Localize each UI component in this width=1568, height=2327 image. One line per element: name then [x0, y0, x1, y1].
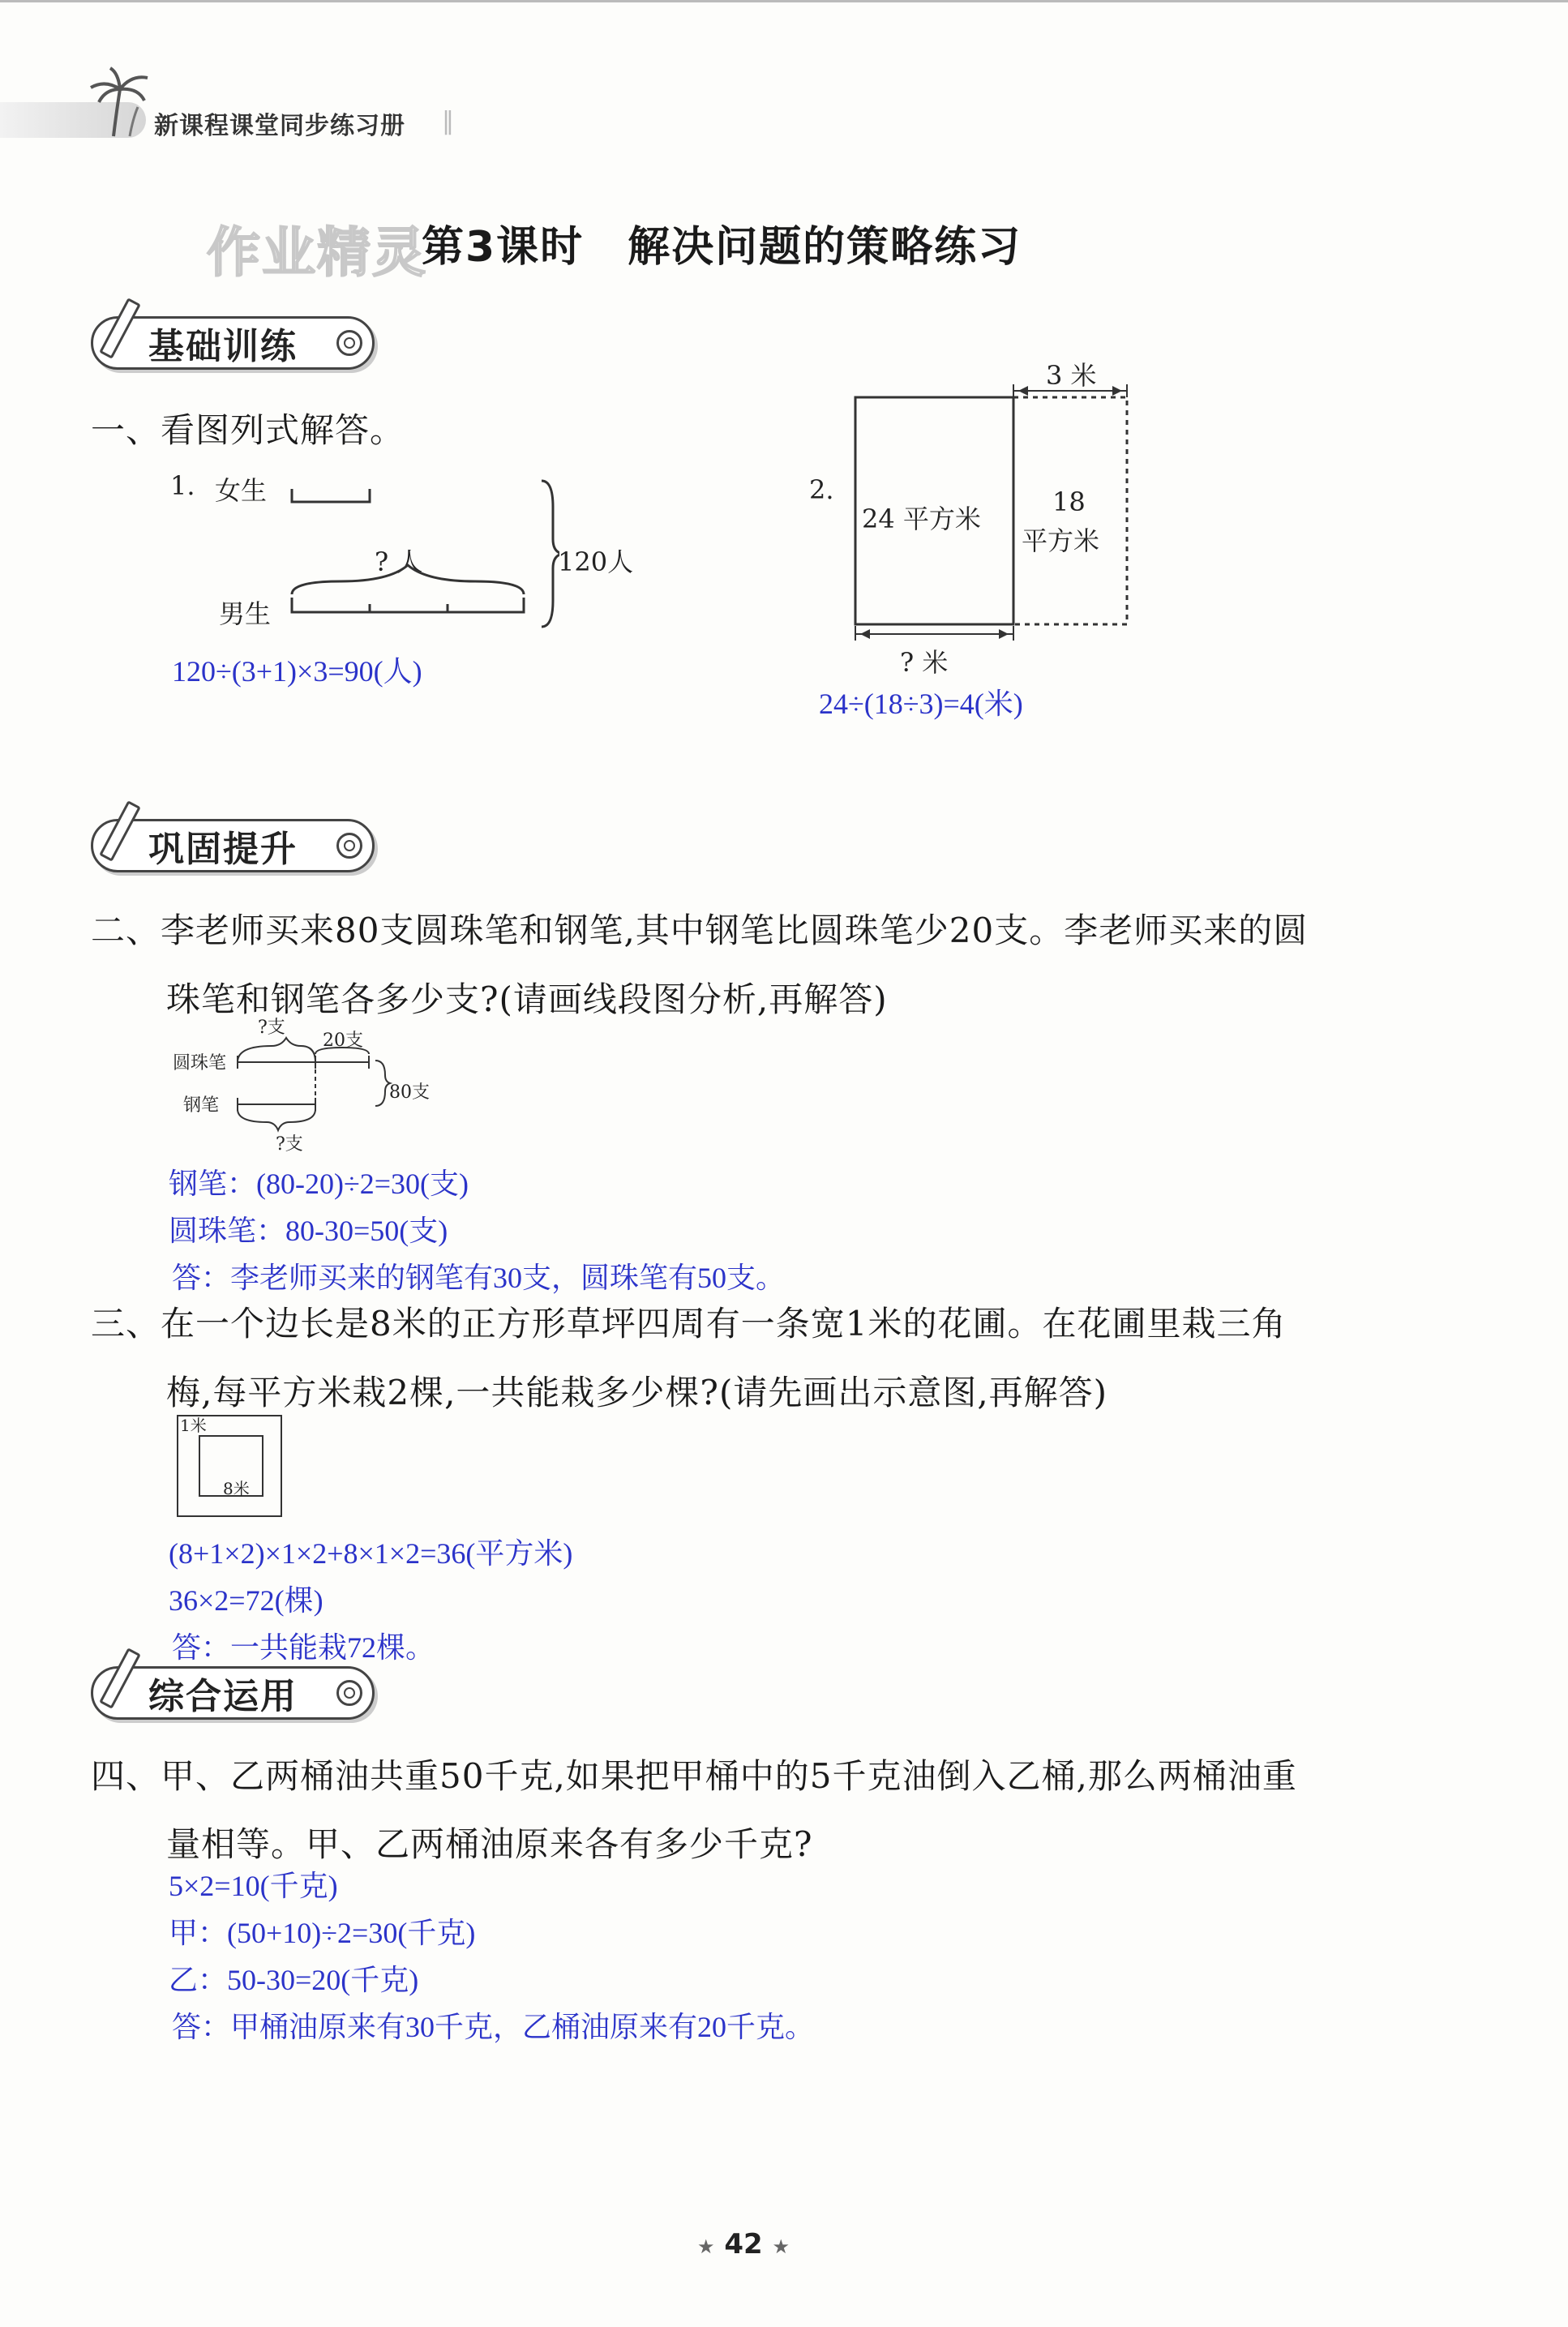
q3-answer-1: (8+1×2)×1×2+8×1×2=36(平方米)	[169, 1537, 573, 1570]
pencil-icon	[99, 1648, 141, 1709]
section-basic-label: 基础训练	[148, 326, 298, 367]
q2-ballpen-label: 圆珠笔	[173, 1053, 227, 1074]
p1-answer: 120÷(3+1)×3=90(人)	[172, 655, 422, 688]
section-tag-improve	[91, 819, 375, 872]
q2-answer-1: 钢笔：(80-20)÷2=30(支)	[169, 1168, 469, 1200]
q2-top-unknown: ?支	[258, 1018, 285, 1038]
page-number: 42	[724, 2228, 763, 2261]
lesson-title: 第3课时 解决问题的策略练习	[422, 223, 1022, 272]
ring-icon	[336, 1680, 362, 1706]
q2-answer-3: 答：李老师买来的钢笔有30支，圆珠笔有50支。	[172, 1262, 786, 1294]
q2-diff-label: 20支	[323, 1031, 363, 1051]
star-icon: ★	[697, 2235, 715, 2258]
pencil-icon	[99, 800, 141, 862]
ring-icon	[336, 833, 362, 859]
q2-pen-label: 钢笔	[183, 1095, 220, 1116]
p1-line-diagram	[284, 474, 559, 636]
q3-answer-3: 答：一共能栽72棵。	[172, 1631, 435, 1664]
q1-heading: 一、看图列式解答。	[91, 410, 405, 450]
section-tag-basic	[91, 316, 375, 370]
q2-line2: 珠笔和钢笔各多少支?(请画线段图分析,再解答)	[166, 979, 888, 1019]
p2-width-right: 3 米	[1046, 360, 1097, 391]
p1-number: 1.	[170, 470, 195, 501]
pencil-icon	[99, 298, 141, 359]
q4-answer-4: 答：甲桶油原来有30千克，乙桶油原来有20千克。	[172, 2011, 815, 2043]
q3-answer-2: 36×2=72(棵)	[169, 1584, 323, 1617]
q4-line2: 量相等。甲、乙两桶油原来各有多少千克?	[166, 1824, 813, 1864]
q3-inner-label: 8米	[223, 1479, 250, 1498]
q2-line-diagram	[231, 1030, 393, 1135]
p1-unknown: ? 人	[375, 546, 423, 577]
q4-answer-2: 甲：(50+10)÷2=30(千克)	[169, 1917, 476, 1949]
p2-area-right-num: 18	[1052, 486, 1086, 517]
section-improve-label: 巩固提升	[148, 829, 298, 870]
p1-boys-label: 男生	[219, 598, 272, 629]
p2-area-left: 24 平方米	[862, 504, 981, 534]
q2-total-label: 80支	[389, 1082, 430, 1103]
page-number-footer	[697, 2228, 790, 2261]
q2-bottom-unknown: ?支	[276, 1134, 303, 1155]
header-marks: ‖	[442, 107, 454, 135]
book-title: 新课程课堂同步练习册	[154, 112, 405, 140]
p1-total: 120人	[558, 546, 634, 577]
q3-line2: 梅,每平方米栽2棵,一共能栽多少棵?(请先画出示意图,再解答)	[166, 1373, 1108, 1412]
q4-answer-3: 乙：50-30=20(千克)	[169, 1964, 419, 1996]
q4-line1: 四、甲、乙两桶油共重50千克,如果把甲桶中的5千克油倒入乙桶,那么两桶油重	[91, 1756, 1297, 1796]
star-icon: ★	[772, 2235, 790, 2258]
p2-number: 2.	[809, 474, 834, 505]
q4-answer-1: 5×2=10(千克)	[169, 1870, 338, 1902]
p2-answer: 24÷(18÷3)=4(米)	[819, 688, 1023, 720]
p2-area-right-unit: 平方米	[1022, 525, 1100, 556]
ring-icon	[336, 330, 362, 356]
palm-tree-icon	[81, 65, 154, 138]
section-tag-comprehensive	[91, 1666, 375, 1720]
q3-outer-label: 1米	[180, 1416, 207, 1435]
p2-unknown: ? 米	[900, 647, 949, 678]
section-comprehensive-label: 综合运用	[148, 1676, 298, 1717]
q3-line1: 三、在一个边长是8米的正方形草坪四周有一条宽1米的花圃。在花圃里栽三角	[91, 1304, 1287, 1343]
p1-girls-label: 女生	[215, 475, 268, 506]
top-rule	[0, 0, 1568, 2]
q2-answer-2: 圆珠笔：80-30=50(支)	[169, 1215, 448, 1247]
watermark: 作业精灵	[207, 221, 427, 284]
q2-line1: 二、李老师买来80支圆珠笔和钢笔,其中钢笔比圆珠笔少20支。李老师买来的圆	[91, 911, 1309, 950]
